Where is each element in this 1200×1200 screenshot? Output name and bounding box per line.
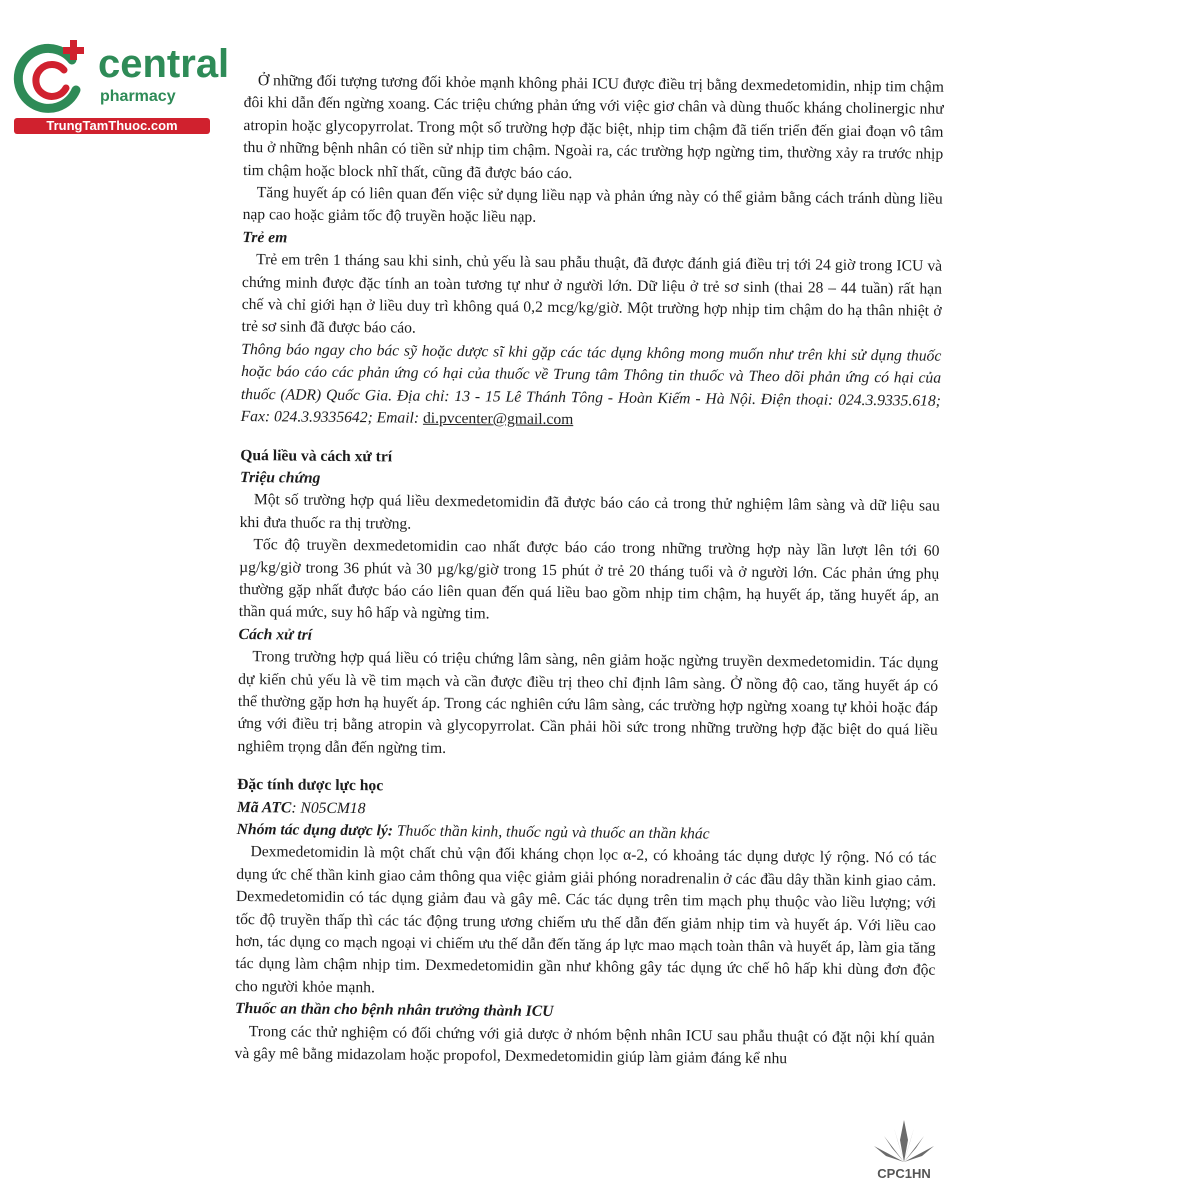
document-body — [234, 70, 944, 1072]
atc-label: Mã ATC — [236, 798, 292, 817]
heading-icu-sedation: Thuốc an thần cho bệnh nhân trưởng thành ICU — [234, 1000, 554, 1021]
paragraph-treatment: Trong trường hợp quá liều có triệu chứng lâm sàng, nên giảm hoặc ngừng truyền dexmedetomidin. Tác dụng dự kiến chủ yếu là về tim mạch và cần được điều trị theo chỉ định lâm sàng. Ở nồng độ cao, tăng huyết áp có thể thường gặp hơn hạ huyết áp. Trong các nghiên cứu lâm sàng, các trường hợp ngừng xoang tự khỏi hoặc đáp ứng với điều trị bằng atropin và glycopyrrolat. Cần phải hồi sức trong những trường hợp đặc biệt do quá liều nghiêm trọng dẫn đến ngừng tim. — [237, 648, 939, 757]
heading-treatment: Cách xử trí — [238, 625, 313, 644]
paragraph-adr-notice — [241, 339, 942, 435]
paragraph-infusion-rates: Tốc độ truyền dexmedetomidin cao nhất được báo cáo trong những trường hợp này lần lượt lên tới 60 µg/kg/giờ trong 36 phút và 30 µg/kg/giờ trong 15 phút ở trẻ 20 tháng tuổi và ở người lớn. Các phản ứng phụ thường gặp nhất được báo cáo liên quan đến quá liều bao gồm nhịp tim chậm, hạ huyết áp, tăng huyết áp, an thần quá mức, suy hô hấp và ngừng tim. — [238, 536, 940, 623]
paragraph-bradycardia: Ở những đối tượng tương đối khỏe mạnh không phải ICU được điều trị bằng dexmedetomidin, nhịp tim chậm đôi khi dẫn đến ngừng xoang. Các triệu chứng phản ứng với việc giơ chân và dùng thuốc kháng cholinergic như atropin hoặc glycopyrrolat. Trong một số trường hợp đặc biệt, nhịp tim chậm đã tiến triển đến giai đoạn vô tâm thu ở những bệnh nhân có tiền sử nhịp tim chậm. Ngoài ra, các trường hợp ngừng tim, thường xảy ra trước nhịp tim chậm hoặc block nhĩ thất, cũng đã được báo cáo. — [242, 72, 944, 182]
group-label: Nhóm tác dụng dược lý: — [236, 820, 394, 840]
pharmacy-c-cross-icon — [10, 38, 92, 120]
paragraph-icu-trials: Trong các thử nghiệm có đối chứng với giả dược ở nhóm bệnh nhân ICU sau phẫu thuật có đặt nội khí quản và gây mê bằng midazolam hoặc propofol, Dexmedetomidin giúp làm giảm đáng kể nhu — [234, 1022, 935, 1068]
heading-overdose: Quá liều và cách xử trí — [240, 446, 393, 465]
atc-value: : N05CM18 — [291, 799, 366, 817]
paragraph-overdose-reports: Một số trường hợp quá liều dexmedetomidin đã được báo cáo cả trong thử nghiệm lâm sàng và dữ liệu sau khi đưa thuốc ra thị trường. — [239, 491, 940, 533]
email-link[interactable]: di.pvcenter@gmail.com — [422, 409, 574, 429]
adr-notice-text: Thông báo ngay cho bác sỹ hoặc dược sĩ khi gặp các tác dụng không mong muốn như trên khi sử dụng thuốc hoặc báo cáo các phản ứng có hại của thuốc về Trung tâm Thông tin thuốc và Theo dõi phản ứng có hại của thuốc (ADR) Quốc Gia. Địa chỉ: 13 - 15 Lê Thánh Tông - Hoàn Kiếm - Hà Nội. Điện thoại: 024.3.9335.618; Fax: 024.3.9335642; Email: — [240, 340, 942, 427]
paragraph-hypertension: Tăng huyết áp có liên quan đến việc sử dụng liều nạp và phản ứng này có thể giảm bằng cách tránh dùng liều nạp cao hoặc giảm tốc độ truyền hoặc liều nạp. — [242, 184, 943, 227]
heading-pharmacodynamics: Đặc tính dược lực học — [237, 776, 384, 795]
lotus-icon — [868, 1118, 940, 1166]
heading-children: Trẻ em — [242, 228, 288, 247]
heading-symptoms: Triệu chứng — [240, 468, 321, 487]
logo-website: TrungTamThuoc.com — [14, 118, 210, 134]
cpc1hn-logo — [868, 1118, 940, 1188]
paragraph-children: Trẻ em trên 1 tháng sau khi sinh, chủ yếu là sau phẫu thuật, đã được đánh giá điều trị tới 24 giờ trong ICU và chứng minh được đặc tính an toàn tương tự như ở người lớn. Dữ liệu ở trẻ sơ sinh (thai 28 – 44 tuần) rất hạn chế và chỉ giới hạn ở liều duy trì không quá 0,2 mcg/kg/giờ. Một trường hợp nhịp tim chậm do hạ thân nhiệt ở trẻ sơ sinh đã được báo cáo. — [241, 251, 943, 338]
central-pharmacy-logo — [10, 38, 230, 138]
logo-subtitle: pharmacy — [100, 88, 176, 105]
paragraph-mechanism: Dexmedetomidin là một chất chủ vận đối kháng chọn lọc α-2, có khoảng tác dụng dược lý rộng. Nó có tác dụng ức chế thần kinh giao cảm thông qua việc giảm giải phóng noradrenalin ở các đầu dây thần kinh giao cảm. Dexmedetomidin có tác dụng giảm đau và gây mê. Các tác dụng trên tim mạch phụ thuộc vào liều lượng; với tốc độ truyền thấp thì các tác động trung ương chiếm ưu thế dẫn đến giảm nhịp tim và huyết áp. Với liều cao hơn, tác dụng co mạch ngoại vi chiếm ưu thế dẫn đến tăng áp lực mao mạch toàn thân và huyết áp, làm gia tăng tác dụng làm chậm nhịp tim. Dexmedetomidin gần như không gây tác dụng ức chế hô hấp khi dùng đơn độc cho người khỏe mạnh. — [235, 843, 937, 997]
logo-brand-name: central — [98, 42, 230, 86]
cpc1hn-text: CPC1HN — [877, 1166, 931, 1181]
group-value: Thuốc thần kinh, thuốc ngủ và thuốc an thần khác — [392, 822, 710, 843]
